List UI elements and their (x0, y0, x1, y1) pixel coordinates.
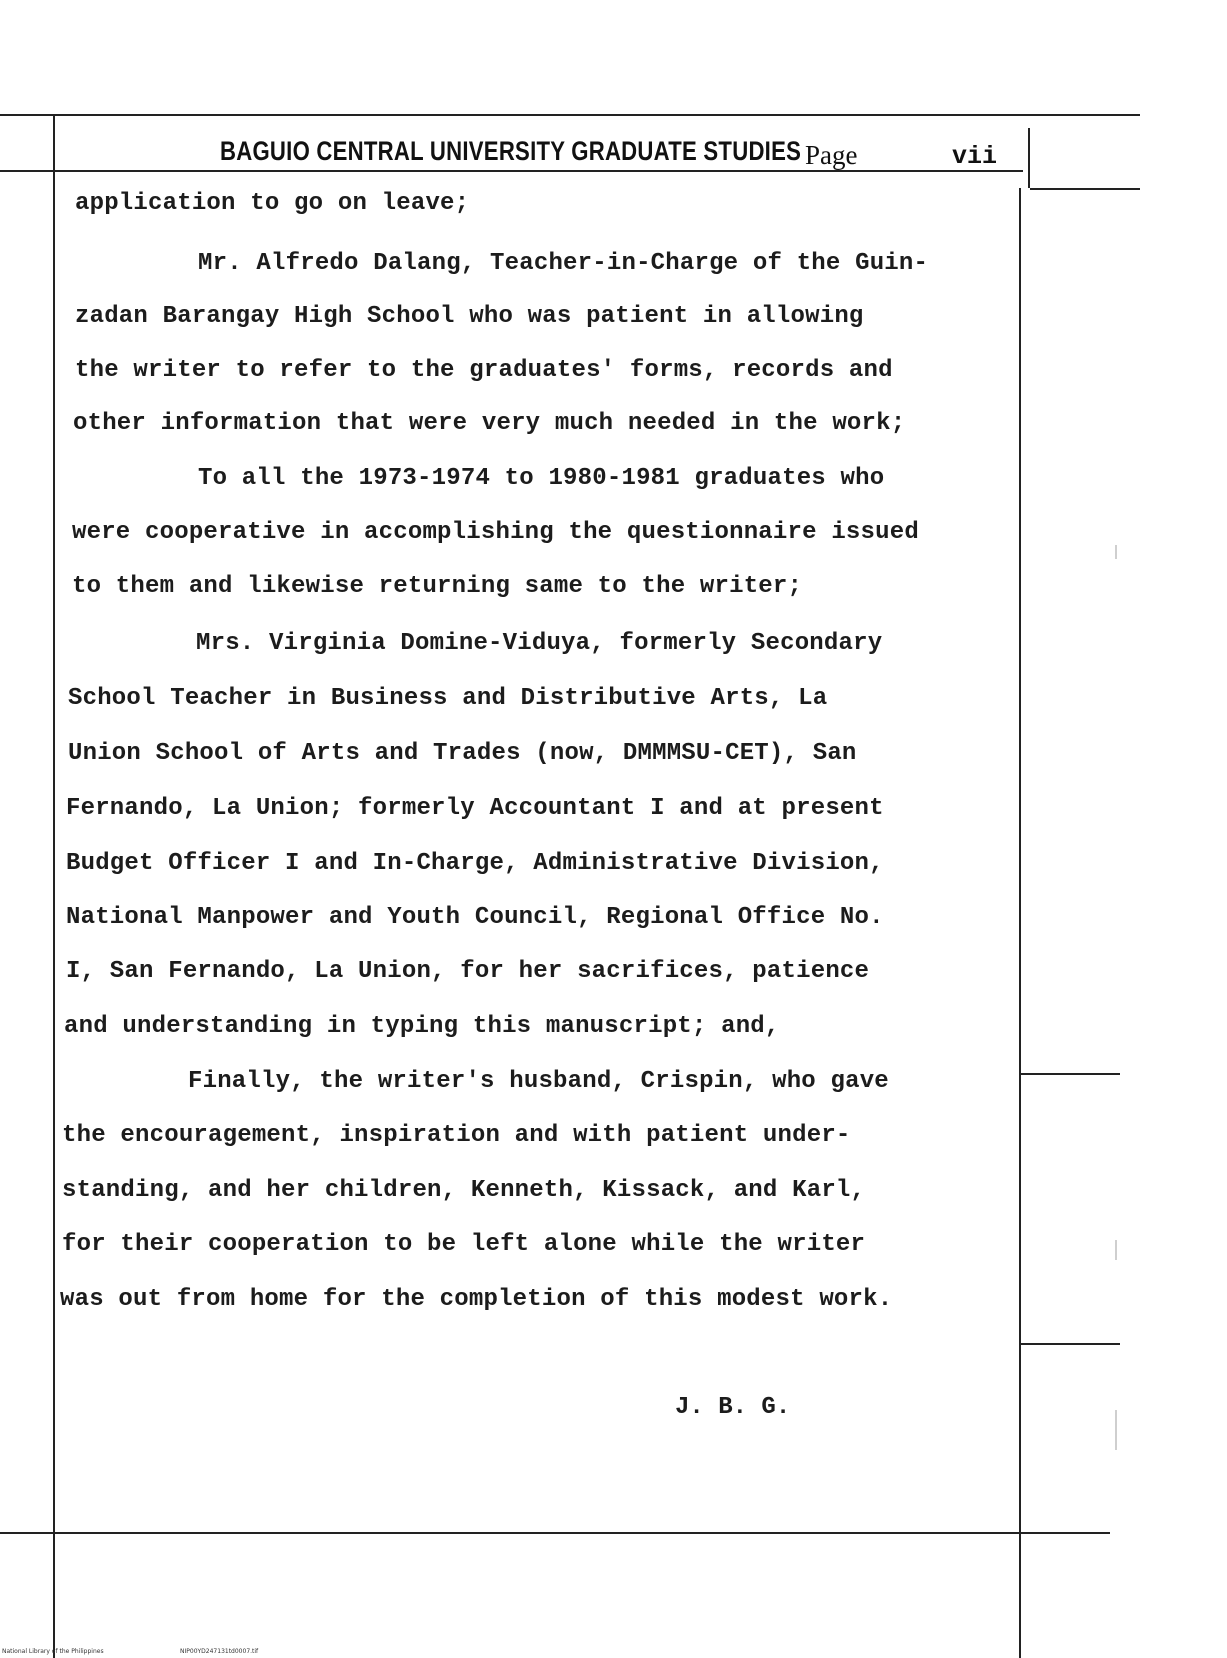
right-margin-rule-mid (1020, 1073, 1120, 1075)
footer-file-id: NIP00YD247131td0007.tif (180, 1648, 259, 1655)
page-number: vii (952, 142, 998, 171)
body-line: the encouragement, inspiration and with patient under- (62, 1122, 851, 1149)
left-vertical-rule (53, 114, 55, 1658)
right-header-rule (1030, 188, 1140, 190)
body-line: National Manpower and Youth Council, Regional Office No. (66, 904, 884, 931)
body-line: for their cooperation to be left alone while the writer (62, 1231, 866, 1258)
body-line: standing, and her children, Kenneth, Kissack, and Karl, (62, 1177, 866, 1204)
right-margin-rule-low (1020, 1343, 1120, 1345)
body-line: the writer to refer to the graduates' forms, records and (75, 357, 893, 384)
right-vertical-rule-upper (1028, 128, 1030, 188)
scan-speck (1115, 545, 1117, 559)
body-line: application to go on leave; (75, 190, 470, 217)
body-line: zadan Barangay High School who was patient in allowing (75, 303, 864, 330)
body-line: Mrs. Virginia Domine-Viduya, formerly Secondary (196, 630, 883, 657)
page-label: Page (805, 140, 858, 170)
left-margin-rule (0, 170, 54, 172)
body-line: I, San Fernando, La Union, for her sacrifices, patience (66, 958, 870, 985)
body-line: Fernando, La Union; formerly Accountant I and at present (66, 795, 884, 822)
right-vertical-rule (1019, 188, 1021, 1658)
body-line: School Teacher in Business and Distributive Arts, La (68, 685, 828, 712)
body-line: Budget Officer I and In-Charge, Administrative Division, (66, 850, 884, 877)
body-line: Finally, the writer's husband, Crispin, who gave (188, 1068, 889, 1095)
body-line: To all the 1973-1974 to 1980-1981 graduates who (198, 465, 885, 492)
signature-initials: J. B. G. (675, 1394, 791, 1421)
body-line: and understanding in typing this manuscript; and, (64, 1013, 780, 1040)
header-rule (53, 170, 1023, 172)
body-line: Mr. Alfredo Dalang, Teacher-in-Charge of the Guin- (198, 250, 929, 277)
scan-speck (1115, 1410, 1117, 1450)
bottom-rule (0, 1532, 1110, 1534)
body-line: was out from home for the completion of this modest work. (60, 1286, 893, 1313)
body-line: other information that were very much needed in the work; (73, 410, 906, 437)
footer-library: National Library of the Philippines (2, 1648, 104, 1655)
scan-speck (1115, 1240, 1117, 1260)
body-line: to them and likewise returning same to the writer; (72, 573, 803, 600)
body-line: were cooperative in accomplishing the questionnaire issued (72, 519, 919, 546)
top-rule (0, 114, 1140, 116)
university-header: BAGUIO CENTRAL UNIVERSITY GRADUATE STUDIES (220, 136, 802, 166)
body-line: Union School of Arts and Trades (now, DMMMSU-CET), San (68, 740, 857, 767)
